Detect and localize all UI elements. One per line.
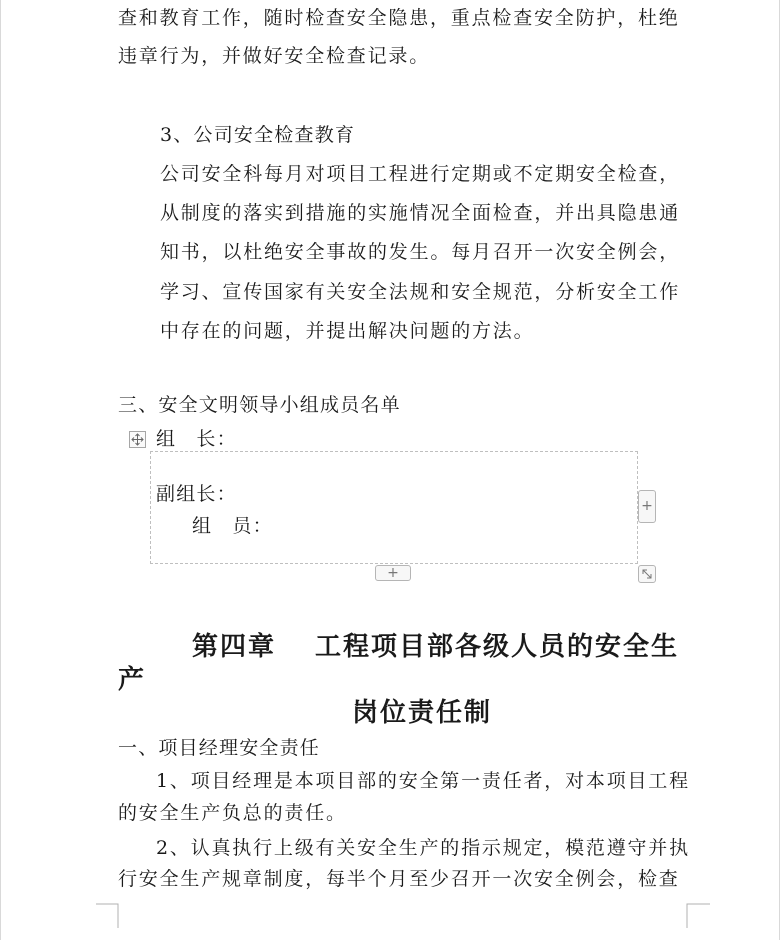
resize-diagonal-icon	[639, 566, 655, 582]
paragraph-line: 知书，以杜绝安全事故的发生。每月召开一次安全例会，	[160, 241, 681, 263]
team-leader-label[interactable]: 组 长：	[156, 428, 237, 450]
paragraph-line: 1、项目经理是本项目部的安全第一责任者，对本项目工程	[156, 770, 690, 792]
move-arrows-icon	[130, 432, 145, 447]
paragraph-line: 公司安全科每月对项目工程进行定期或不定期安全检查，	[160, 163, 681, 185]
add-row-button[interactable]	[375, 565, 411, 581]
paragraph-line: 中存在的问题，并提出解决问题的方法。	[160, 320, 535, 342]
team-member-label[interactable]: 组 员：	[192, 515, 273, 537]
plus-icon: +	[641, 498, 653, 514]
chapter-title: 第四章 工程项目部各级人员的安全生	[192, 632, 680, 662]
add-column-button[interactable]	[638, 490, 656, 523]
table-move-handle[interactable]	[129, 431, 146, 448]
chapter-subtitle: 岗位责任制	[352, 698, 493, 728]
paragraph-line: 从制度的落实到措施的实施情况全面检查，并出具隐患通	[160, 202, 681, 224]
team-table[interactable]	[150, 451, 638, 564]
paragraph-line: 违章行为，并做好安全检查记录。	[118, 45, 431, 67]
plus-icon: +	[387, 565, 399, 581]
part-heading: 三、安全文明领导小组成员名单	[118, 394, 401, 416]
page-edge-left	[0, 0, 1, 940]
chapter-title-wrap: 产	[118, 665, 147, 695]
page-corner-mark-right	[684, 902, 710, 928]
paragraph-line: 学习、宣传国家有关安全法规和安全规范，分析安全工作	[160, 281, 681, 303]
page-corner-mark-left	[96, 902, 122, 928]
section-heading: 3、公司安全检查教育	[160, 124, 356, 146]
page-edge-right	[779, 0, 780, 940]
table-resize-handle[interactable]	[638, 565, 656, 583]
paragraph-line: 行安全生产规章制度，每半个月至少召开一次安全例会，检查	[118, 868, 680, 890]
paragraph-line: 的安全生产负总的责任。	[118, 802, 347, 824]
paragraph-line: 2、认真执行上级有关安全生产的指示规定，模范遵守并执	[156, 837, 690, 859]
section-heading: 一、项目经理安全责任	[118, 737, 321, 759]
paragraph-line: 查和教育工作，随时检查安全隐患，重点检查安全防护，杜绝	[118, 7, 680, 29]
team-deputy-label[interactable]: 副组长：	[156, 483, 237, 505]
